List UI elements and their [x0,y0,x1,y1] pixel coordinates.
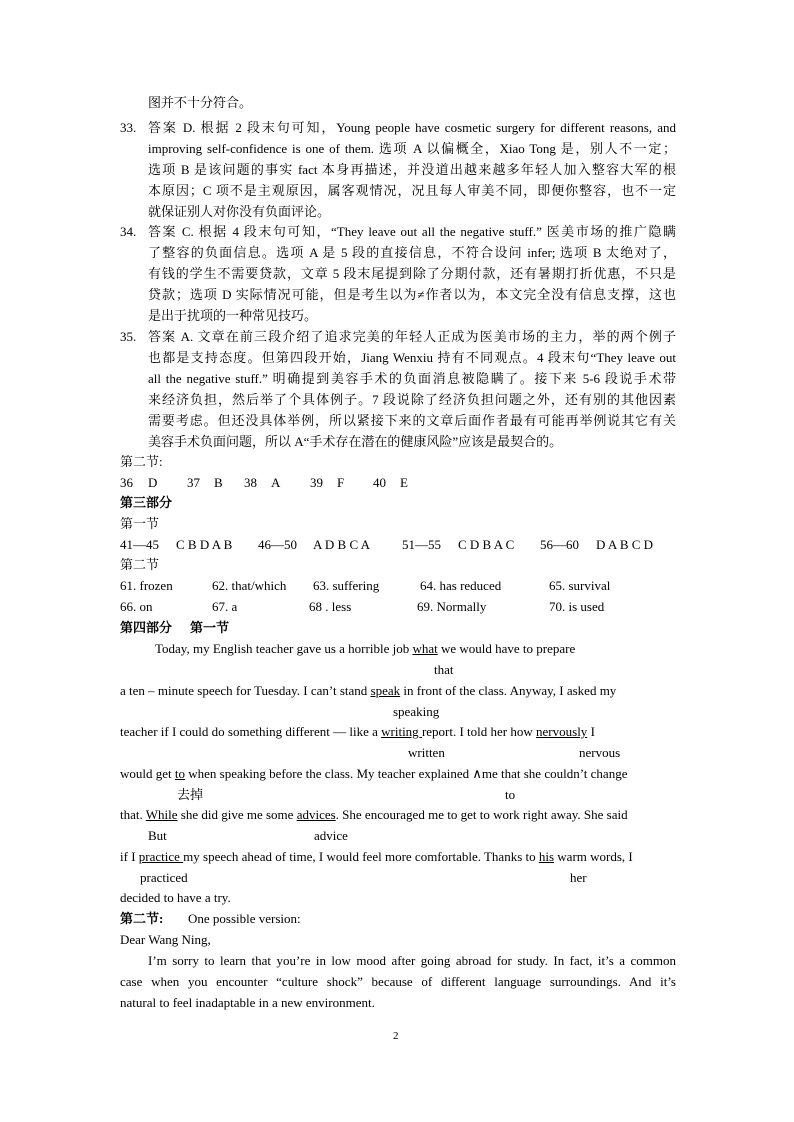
part-3-title: 第三部分 [120,495,173,510]
grammar-answer: 69. Normally [417,599,487,614]
essay-line: natural to feel inadaptable in a new environment. [120,995,375,1010]
q35-line: 需要考虑。但还没具体举例，所以紧接下来的文章后面作者最有可能再举例说其它有关 [148,413,676,428]
error-word: to [174,766,186,781]
q34-line: 有钱的学生不需要贷款，文章 5 段末尾提到除了分期付款，还有暑期打折优惠，不只是 [148,266,676,281]
grammar-answer: 65. survival [549,578,611,593]
correction-fix: nervous [579,745,621,760]
q33-line: improving self-confidence is one of them. 选项 A 以偏概全，Xiao Tong 是，别人不一定； [148,141,676,156]
answer-letter: B [214,475,223,490]
part-4-section-2: 第二节: [120,911,164,926]
essay-line: I’m sorry to learn that you’re in low mood after going abroad for study. In fact, it’s a common [148,953,676,968]
correction-fix: practiced [140,870,188,885]
correction-line: that. While she did give me some advices. She encouraged me to get to work right away. She said [120,807,628,822]
section-2-label: 第二节: [120,454,163,469]
correction-line: decided to have a try. [120,890,231,905]
q33-line: 答案 D. 根据 2 段末句可知，Young people have cosmetic surgery for different reasons, and [148,120,676,135]
correction-fix: written [408,745,445,760]
q34-line: 答案 C. 根据 4 段末句可知，“They leave out all the negative stuff.” 医美市场的推广隐瞒 [148,224,676,239]
answer-letter: A [271,475,281,490]
correction-fix: that [434,662,454,677]
q35-number: 35. [120,329,137,344]
correction-fix: to [505,787,516,802]
cloze-range: 56—60 [540,537,579,552]
letter-greeting: Dear Wang Ning, [120,932,211,947]
q33-line: 选项 B 是该问题的事实 fact 本身再描述，并没道出越来越多年轻人加入整容大军的根 [148,162,676,177]
page-number: 2 [393,1030,399,1042]
q34-line: 了整容的负面信息。选项 A 是 5 段的直接信息，不符合设问 infer; 选项 B 太绝对了， [148,245,676,260]
part-4-title: 第四部分 [120,620,173,635]
correction-line: would get to when speaking before the class. My teacher explained ∧me that she couldn’t change [120,766,628,781]
error-word: nervously [536,724,588,739]
answer-letter: D [148,475,158,490]
correction-line: Today, my English teacher gave us a horrible job what we would have to prepare [155,641,576,656]
cloze-answers: A D B C A [313,537,371,552]
q34-line: 贷款；选项 D 实际情况可能，但是考生以为≠作者以为，本文完全没有信息支撑，这也 [148,287,676,302]
correction-fix: 去掉 [177,787,204,802]
answer-num: 39 [310,475,323,490]
cloze-range: 51—55 [402,537,441,552]
error-word: his [538,849,555,864]
q33-line: 本原因；C 项不是主观原因，属客观情况，况且每人审美不同，即便你整容，也不一定 [148,183,676,198]
correction-line: a ten – minute speech for Tuesday. I can’t stand speak in front of the class. Anyway, I asked my [120,683,617,698]
q34-number: 34. [120,224,137,239]
answer-num: 38 [244,475,257,490]
error-word: speak [370,683,401,698]
cloze-answers: C D B A C [458,537,515,552]
correction-fix: her [570,870,587,885]
error-word: writing [381,724,422,739]
q35-line: 答案 A. 文章在前三段介绍了追求完美的年轻人正成为医美市场的主力，举的两个例子 [148,329,676,344]
part-3-section-1: 第一节 [120,516,160,531]
answer-num: 36 [120,475,133,490]
answer-num: 40 [373,475,386,490]
part-3-section-2: 第二节 [120,557,160,572]
q34-line: 是出于扰项的一种常见技巧。 [148,308,318,323]
q35-line: 美容手术负面问题，所以 A“手术存在潜在的健康风险”应该是最契合的。 [148,434,563,449]
q35-line: all the negative stuff.” 明确提到美容手术的负面消息被隐瞒了。接下来 5-6 段说手术带 [148,371,676,386]
error-word: advices [296,807,336,822]
answer-letter: F [337,475,345,490]
possible-version-label: One possible version: [188,911,301,926]
correction-fix: advice [314,828,348,843]
correction-line: if I practice my speech ahead of time, I would feel more comfortable. Thanks to his warm words, I [120,849,633,864]
correction-fix: speaking [393,704,440,719]
cloze-answers: D A B C D [596,537,654,552]
q32-tail: 图并不十分符合。 [148,95,253,110]
answer-letter: E [400,475,408,490]
grammar-answer: 63. suffering [313,578,380,593]
grammar-answer: 70. is used [549,599,605,614]
grammar-answer: 64. has reduced [420,578,502,593]
error-word: what [412,641,438,656]
cloze-range: 41—45 [120,537,159,552]
q33-line: 就保证别人对你没有负面评论。 [148,204,331,219]
grammar-answer: 62. that/which [212,578,287,593]
error-word: practice [138,849,184,864]
grammar-answer: 61. frozen [120,578,173,593]
grammar-answer: 67. a [212,599,238,614]
q33-number: 33. [120,120,137,135]
part-4-section-1: 第一节 [190,620,230,635]
q35-line: 也都是支持态度。但第四段开始，Jiang Wenxiu 持有不同观点。4 段末句“They leave out [148,350,676,365]
correction-line: teacher if I could do something different — like a writing report. I told her how nervously I [120,724,595,739]
cloze-range: 46—50 [258,537,297,552]
grammar-answer: 66. on [120,599,153,614]
cloze-answers: C B D A B [176,537,233,552]
error-word: While [145,807,178,822]
answer-num: 37 [187,475,200,490]
q35-line: 来经济负担，然后举了个具体例子。7 段说除了经济负担问题之外，还有别的其他因素 [148,392,676,407]
correction-fix: But [148,828,167,843]
essay-line: case when you encounter “culture shock” because of different language surroundings. And it’s [120,974,676,989]
grammar-answer: 68 . less [309,599,352,614]
